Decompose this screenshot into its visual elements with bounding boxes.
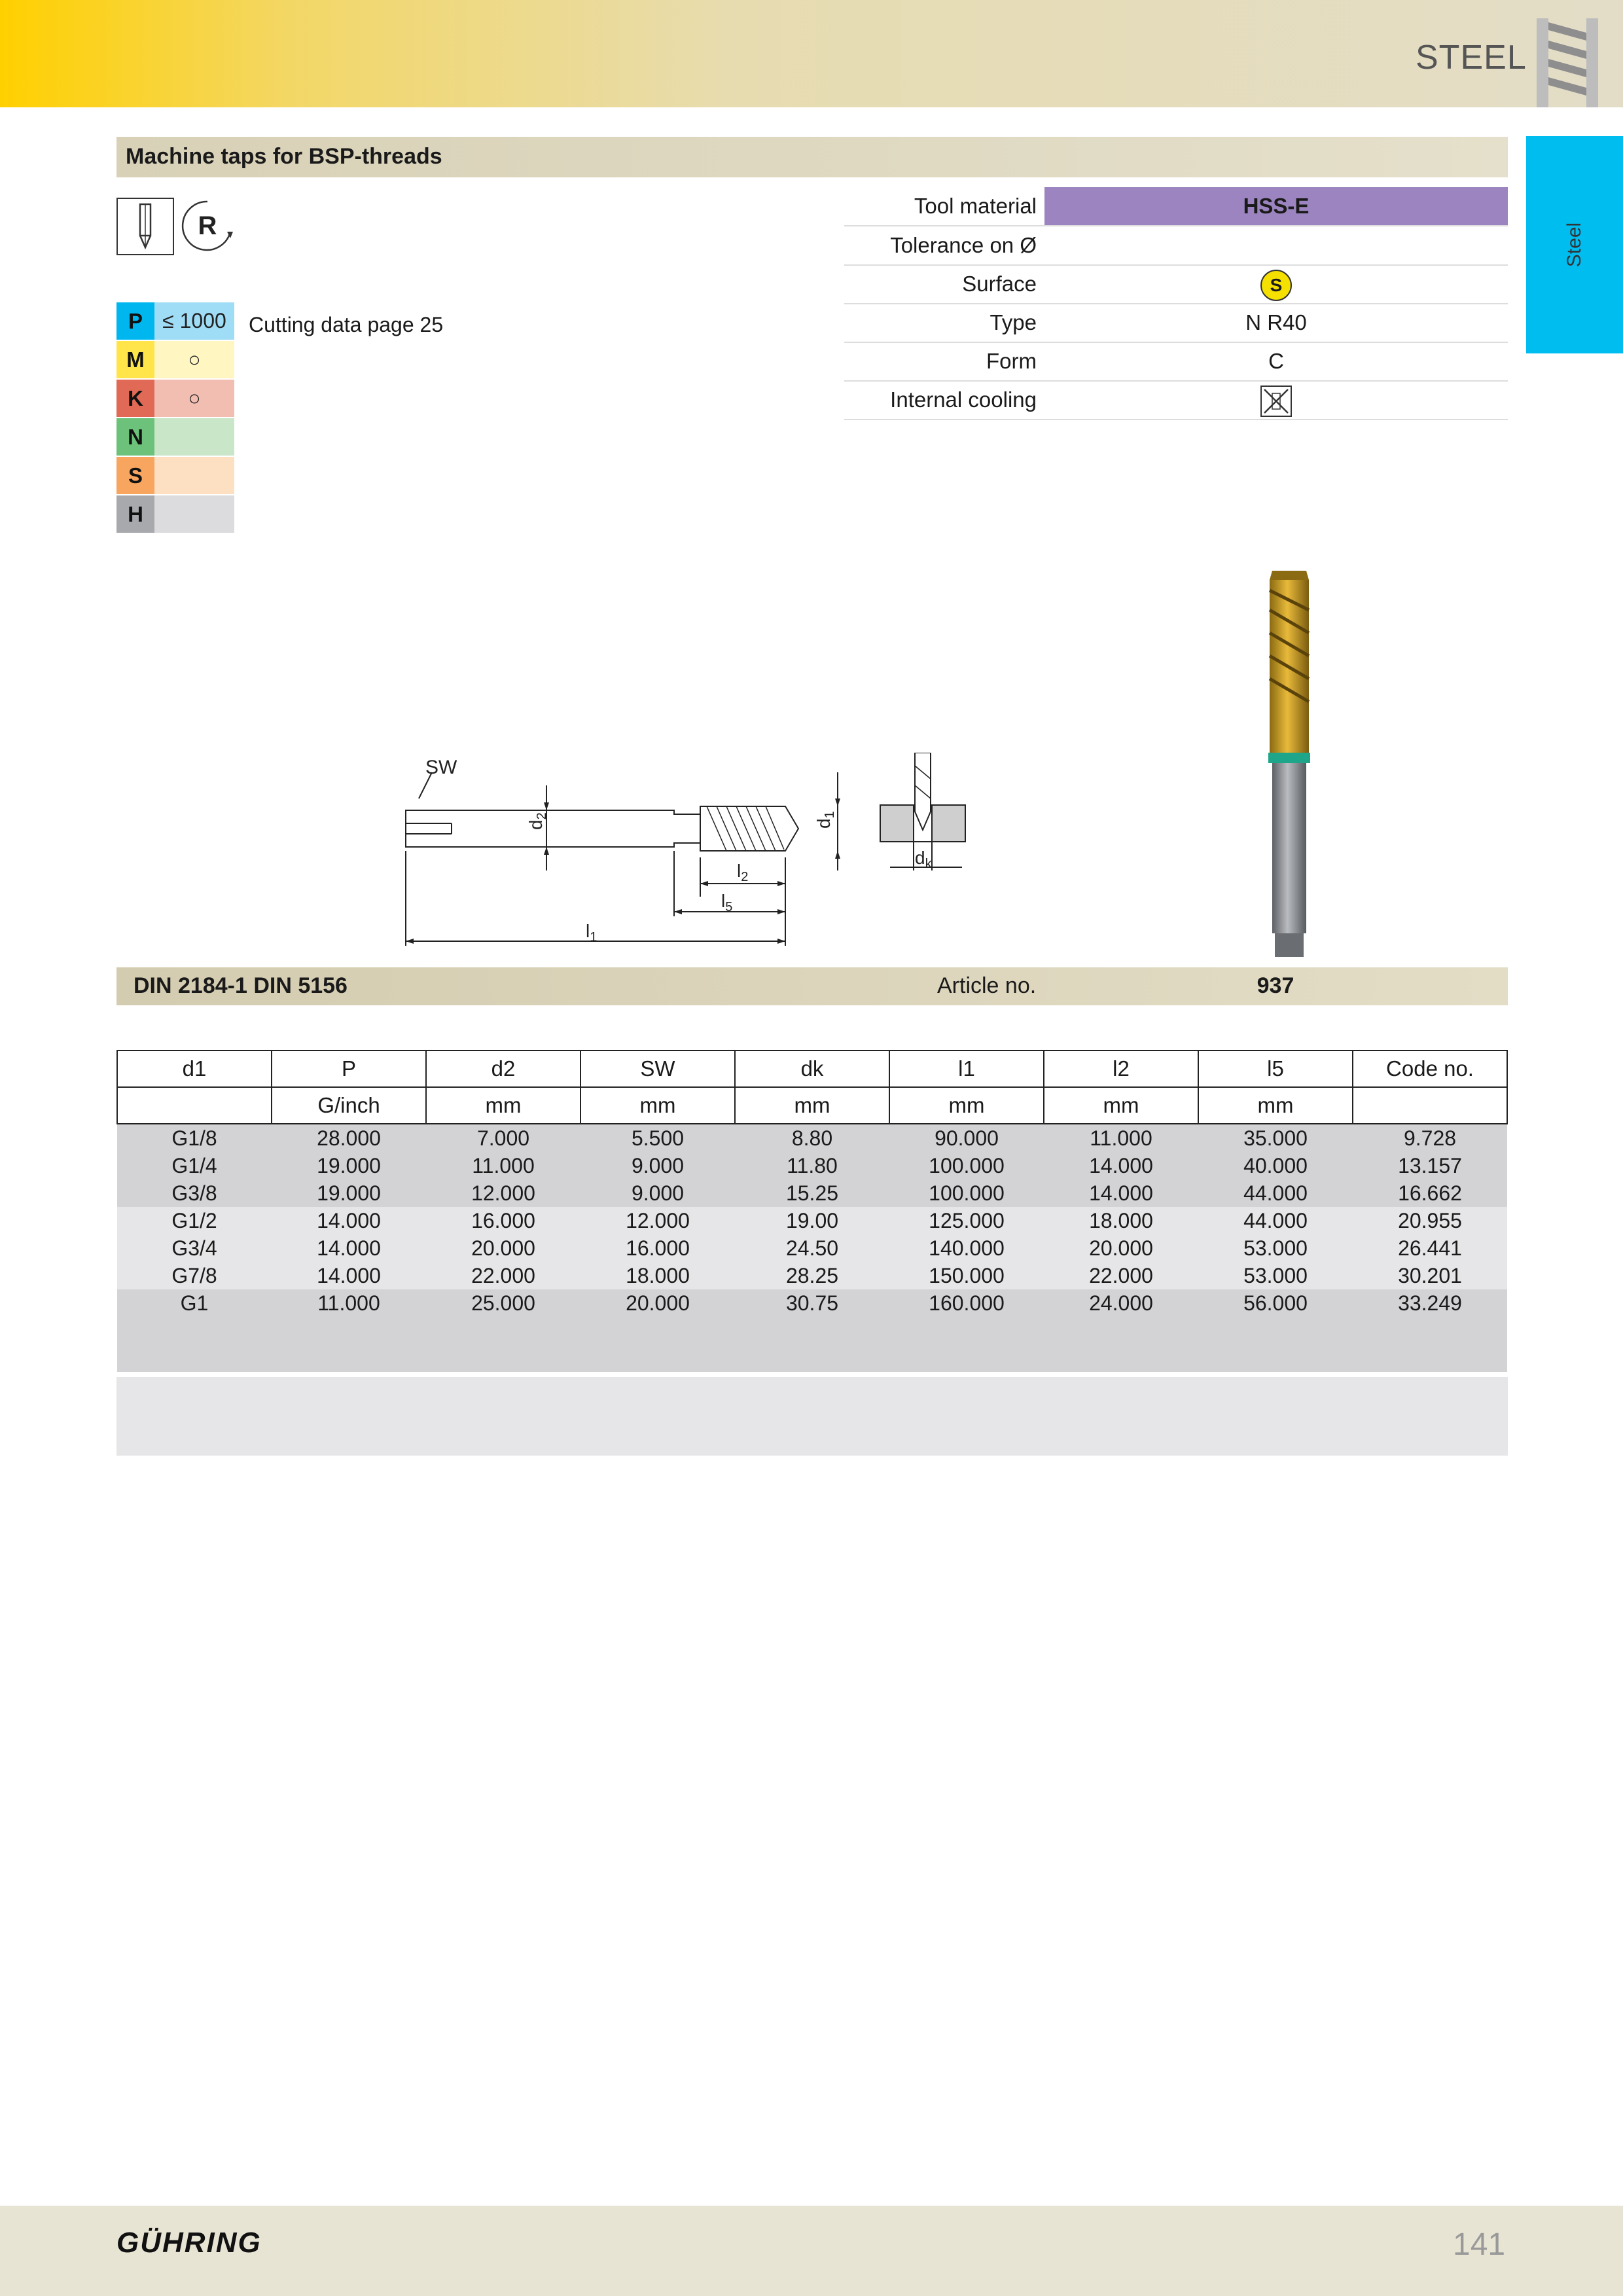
material-letter: N <box>116 418 154 456</box>
property-label: Internal cooling <box>890 387 1037 412</box>
property-tool-material <box>844 187 1508 226</box>
table-row <box>117 1234 1507 1262</box>
column-unit: mm <box>1198 1087 1353 1124</box>
table-cell: 14.000 <box>1044 1179 1198 1207</box>
table-cell: 11.000 <box>272 1289 426 1317</box>
property-value: HSS-E <box>1044 187 1508 225</box>
table-row <box>117 1289 1507 1317</box>
property-label: Surface <box>962 272 1037 296</box>
table-cell: G1 <box>117 1289 272 1317</box>
table-cell: 11.000 <box>1044 1124 1198 1152</box>
drawing-label-sw: SW <box>425 757 457 778</box>
drawing-label-dk: $d_k$ <box>915 848 932 871</box>
table-cell: 12.000 <box>580 1207 735 1234</box>
table-cell: 24.50 <box>735 1234 889 1262</box>
thread-icon <box>1530 18 1609 107</box>
table-cell: 30.75 <box>735 1289 889 1317</box>
column-unit: mm <box>889 1087 1044 1124</box>
surface-coating-badge: S <box>1260 270 1292 301</box>
table-cell: 22.000 <box>1044 1262 1198 1289</box>
table-cell: 7.000 <box>426 1124 580 1152</box>
column-header: d1 <box>117 1050 272 1087</box>
table-cell: 53.000 <box>1198 1234 1353 1262</box>
property-value <box>1044 381 1508 419</box>
table-cell: 20.000 <box>426 1234 580 1262</box>
drawing-label-l5: $l_5$ <box>721 891 733 914</box>
material-row-p <box>116 302 234 340</box>
material-row-m <box>116 341 234 378</box>
tap-product-image <box>1243 571 1335 957</box>
table-cell: 5.500 <box>580 1124 735 1152</box>
material-value: ○ <box>154 380 234 417</box>
table-row <box>117 1262 1507 1289</box>
column-unit: mm <box>426 1087 580 1124</box>
table-cell: 22.000 <box>426 1262 580 1289</box>
side-tab-label: Steel <box>1563 222 1585 268</box>
table-filler-cell <box>117 1344 1507 1372</box>
table-cell: 44.000 <box>1198 1179 1353 1207</box>
article-number: 937 <box>1257 973 1294 998</box>
brand-logo: GÜHRING <box>116 2227 262 2259</box>
property-label: Tool material <box>914 194 1037 218</box>
property-internal-cooling <box>844 381 1508 420</box>
material-value: ≤ 1000 <box>154 302 234 340</box>
table-cell: 35.000 <box>1198 1124 1353 1152</box>
material-row-h <box>116 495 234 533</box>
material-value <box>154 457 234 494</box>
table-row <box>117 1179 1507 1207</box>
table-cell: G1/4 <box>117 1152 272 1179</box>
material-letter: H <box>116 495 154 533</box>
table-units-row <box>117 1087 1507 1124</box>
column-unit <box>1353 1087 1507 1124</box>
table-cell: 24.000 <box>1044 1289 1198 1317</box>
cutting-data-link[interactable]: Cutting data page 25 <box>249 313 444 336</box>
table-cell: 30.201 <box>1353 1262 1507 1289</box>
table-cell: 14.000 <box>272 1234 426 1262</box>
column-header: l1 <box>889 1050 1044 1087</box>
table-cell: 11.000 <box>426 1152 580 1179</box>
product-title: Machine taps for BSP-threads <box>126 144 442 169</box>
drawing-label-d2: $d_2$ <box>526 812 549 830</box>
table-cell: 9.000 <box>580 1152 735 1179</box>
property-value: N R40 <box>1245 310 1307 334</box>
table-header-row <box>117 1050 1507 1087</box>
property-type <box>844 304 1508 343</box>
section-title: STEEL <box>1416 39 1527 77</box>
column-header: SW <box>580 1050 735 1087</box>
table-cell: 14.000 <box>1044 1152 1198 1179</box>
table-cell: 18.000 <box>580 1262 735 1289</box>
table-cell: 18.000 <box>1044 1207 1198 1234</box>
table-filler-cell <box>117 1317 1507 1344</box>
table-cell: 16.000 <box>426 1207 580 1234</box>
material-value <box>154 418 234 456</box>
column-header: P <box>272 1050 426 1087</box>
table-cell: 53.000 <box>1198 1262 1353 1289</box>
material-letter: K <box>116 380 154 417</box>
table-cell: 9.728 <box>1353 1124 1507 1152</box>
material-letter: M <box>116 341 154 378</box>
column-unit: mm <box>735 1087 889 1124</box>
column-header: l5 <box>1198 1050 1353 1087</box>
right-hand-rotation-icon <box>181 199 234 253</box>
material-row-n <box>116 418 234 456</box>
table-cell: G1/8 <box>117 1124 272 1152</box>
material-value <box>154 495 234 533</box>
drawing-label-l1: $l_1$ <box>586 921 597 944</box>
table-cell: 140.000 <box>889 1234 1044 1262</box>
din-standards: DIN 2184-1 DIN 5156 <box>134 973 348 998</box>
table-cell: 20.000 <box>580 1289 735 1317</box>
property-value: C <box>1268 349 1284 373</box>
property-label: Tolerance on Ø <box>890 233 1037 257</box>
table-cell: 16.000 <box>580 1234 735 1262</box>
property-form <box>844 342 1508 382</box>
table-empty-band <box>116 1377 1508 1456</box>
material-row-s <box>116 457 234 494</box>
table-cell: G1/2 <box>117 1207 272 1234</box>
table-cell: 16.662 <box>1353 1179 1507 1207</box>
drawing-label-l2: $l_2$ <box>737 861 749 884</box>
column-unit: G/inch <box>272 1087 426 1124</box>
table-cell: 150.000 <box>889 1262 1044 1289</box>
table-cell: 12.000 <box>426 1179 580 1207</box>
material-letter: P <box>116 302 154 340</box>
material-letter: S <box>116 457 154 494</box>
table-cell: 100.000 <box>889 1179 1044 1207</box>
table-row <box>117 1152 1507 1179</box>
table-cell: 8.80 <box>735 1124 889 1152</box>
no-internal-cooling-icon <box>1260 386 1292 417</box>
table-cell: 160.000 <box>889 1289 1044 1317</box>
table-cell: 11.80 <box>735 1152 889 1179</box>
table-row <box>117 1124 1507 1152</box>
material-row-k <box>116 380 234 417</box>
table-cell: G3/4 <box>117 1234 272 1262</box>
table-cell: 40.000 <box>1198 1152 1353 1179</box>
table-cell: 90.000 <box>889 1124 1044 1152</box>
page-number: 141 <box>1453 2227 1506 2262</box>
table-row <box>117 1207 1507 1234</box>
table-cell: 100.000 <box>889 1152 1044 1179</box>
property-surface <box>844 265 1508 304</box>
table-cell: 15.25 <box>735 1179 889 1207</box>
table-cell: 28.25 <box>735 1262 889 1289</box>
table-cell: 13.157 <box>1353 1152 1507 1179</box>
table-cell: G3/8 <box>117 1179 272 1207</box>
table-cell: 26.441 <box>1353 1234 1507 1262</box>
table-cell: 14.000 <box>272 1207 426 1234</box>
table-cell: 19.000 <box>272 1152 426 1179</box>
article-label: Article no. <box>937 973 1037 998</box>
column-unit: mm <box>580 1087 735 1124</box>
table-cell: 25.000 <box>426 1289 580 1317</box>
table-cell: 20.955 <box>1353 1207 1507 1234</box>
column-header: d2 <box>426 1050 580 1087</box>
side-tab-label-wrap <box>1526 136 1623 353</box>
table-cell: 19.00 <box>735 1207 889 1234</box>
property-value <box>1044 265 1508 303</box>
property-label: Form <box>986 349 1037 373</box>
tap-shape-icon <box>116 198 174 255</box>
material-value: ○ <box>154 341 234 378</box>
top-banner <box>0 0 1623 107</box>
property-tolerance <box>844 226 1508 266</box>
table-cell: 125.000 <box>889 1207 1044 1234</box>
table-filler-row <box>117 1344 1507 1372</box>
column-unit <box>117 1087 272 1124</box>
table-cell: 20.000 <box>1044 1234 1198 1262</box>
column-header: dk <box>735 1050 889 1087</box>
table-cell: 14.000 <box>272 1262 426 1289</box>
svg-text:R: R <box>198 211 217 240</box>
column-unit: mm <box>1044 1087 1198 1124</box>
table-cell: 19.000 <box>272 1179 426 1207</box>
tap-technical-drawing <box>386 753 975 949</box>
property-label: Type <box>990 310 1037 334</box>
property-value <box>1044 226 1508 264</box>
table-filler-row <box>117 1317 1507 1344</box>
table-cell: 44.000 <box>1198 1207 1353 1234</box>
table-cell: 56.000 <box>1198 1289 1353 1317</box>
table-cell: 33.249 <box>1353 1289 1507 1317</box>
drawing-label-d1: $d_1$ <box>813 811 837 829</box>
column-header: l2 <box>1044 1050 1198 1087</box>
table-cell: 9.000 <box>580 1179 735 1207</box>
table-cell: G7/8 <box>117 1262 272 1289</box>
dimensions-table <box>116 1050 1508 1372</box>
column-header: Code no. <box>1353 1050 1507 1087</box>
table-cell: 28.000 <box>272 1124 426 1152</box>
